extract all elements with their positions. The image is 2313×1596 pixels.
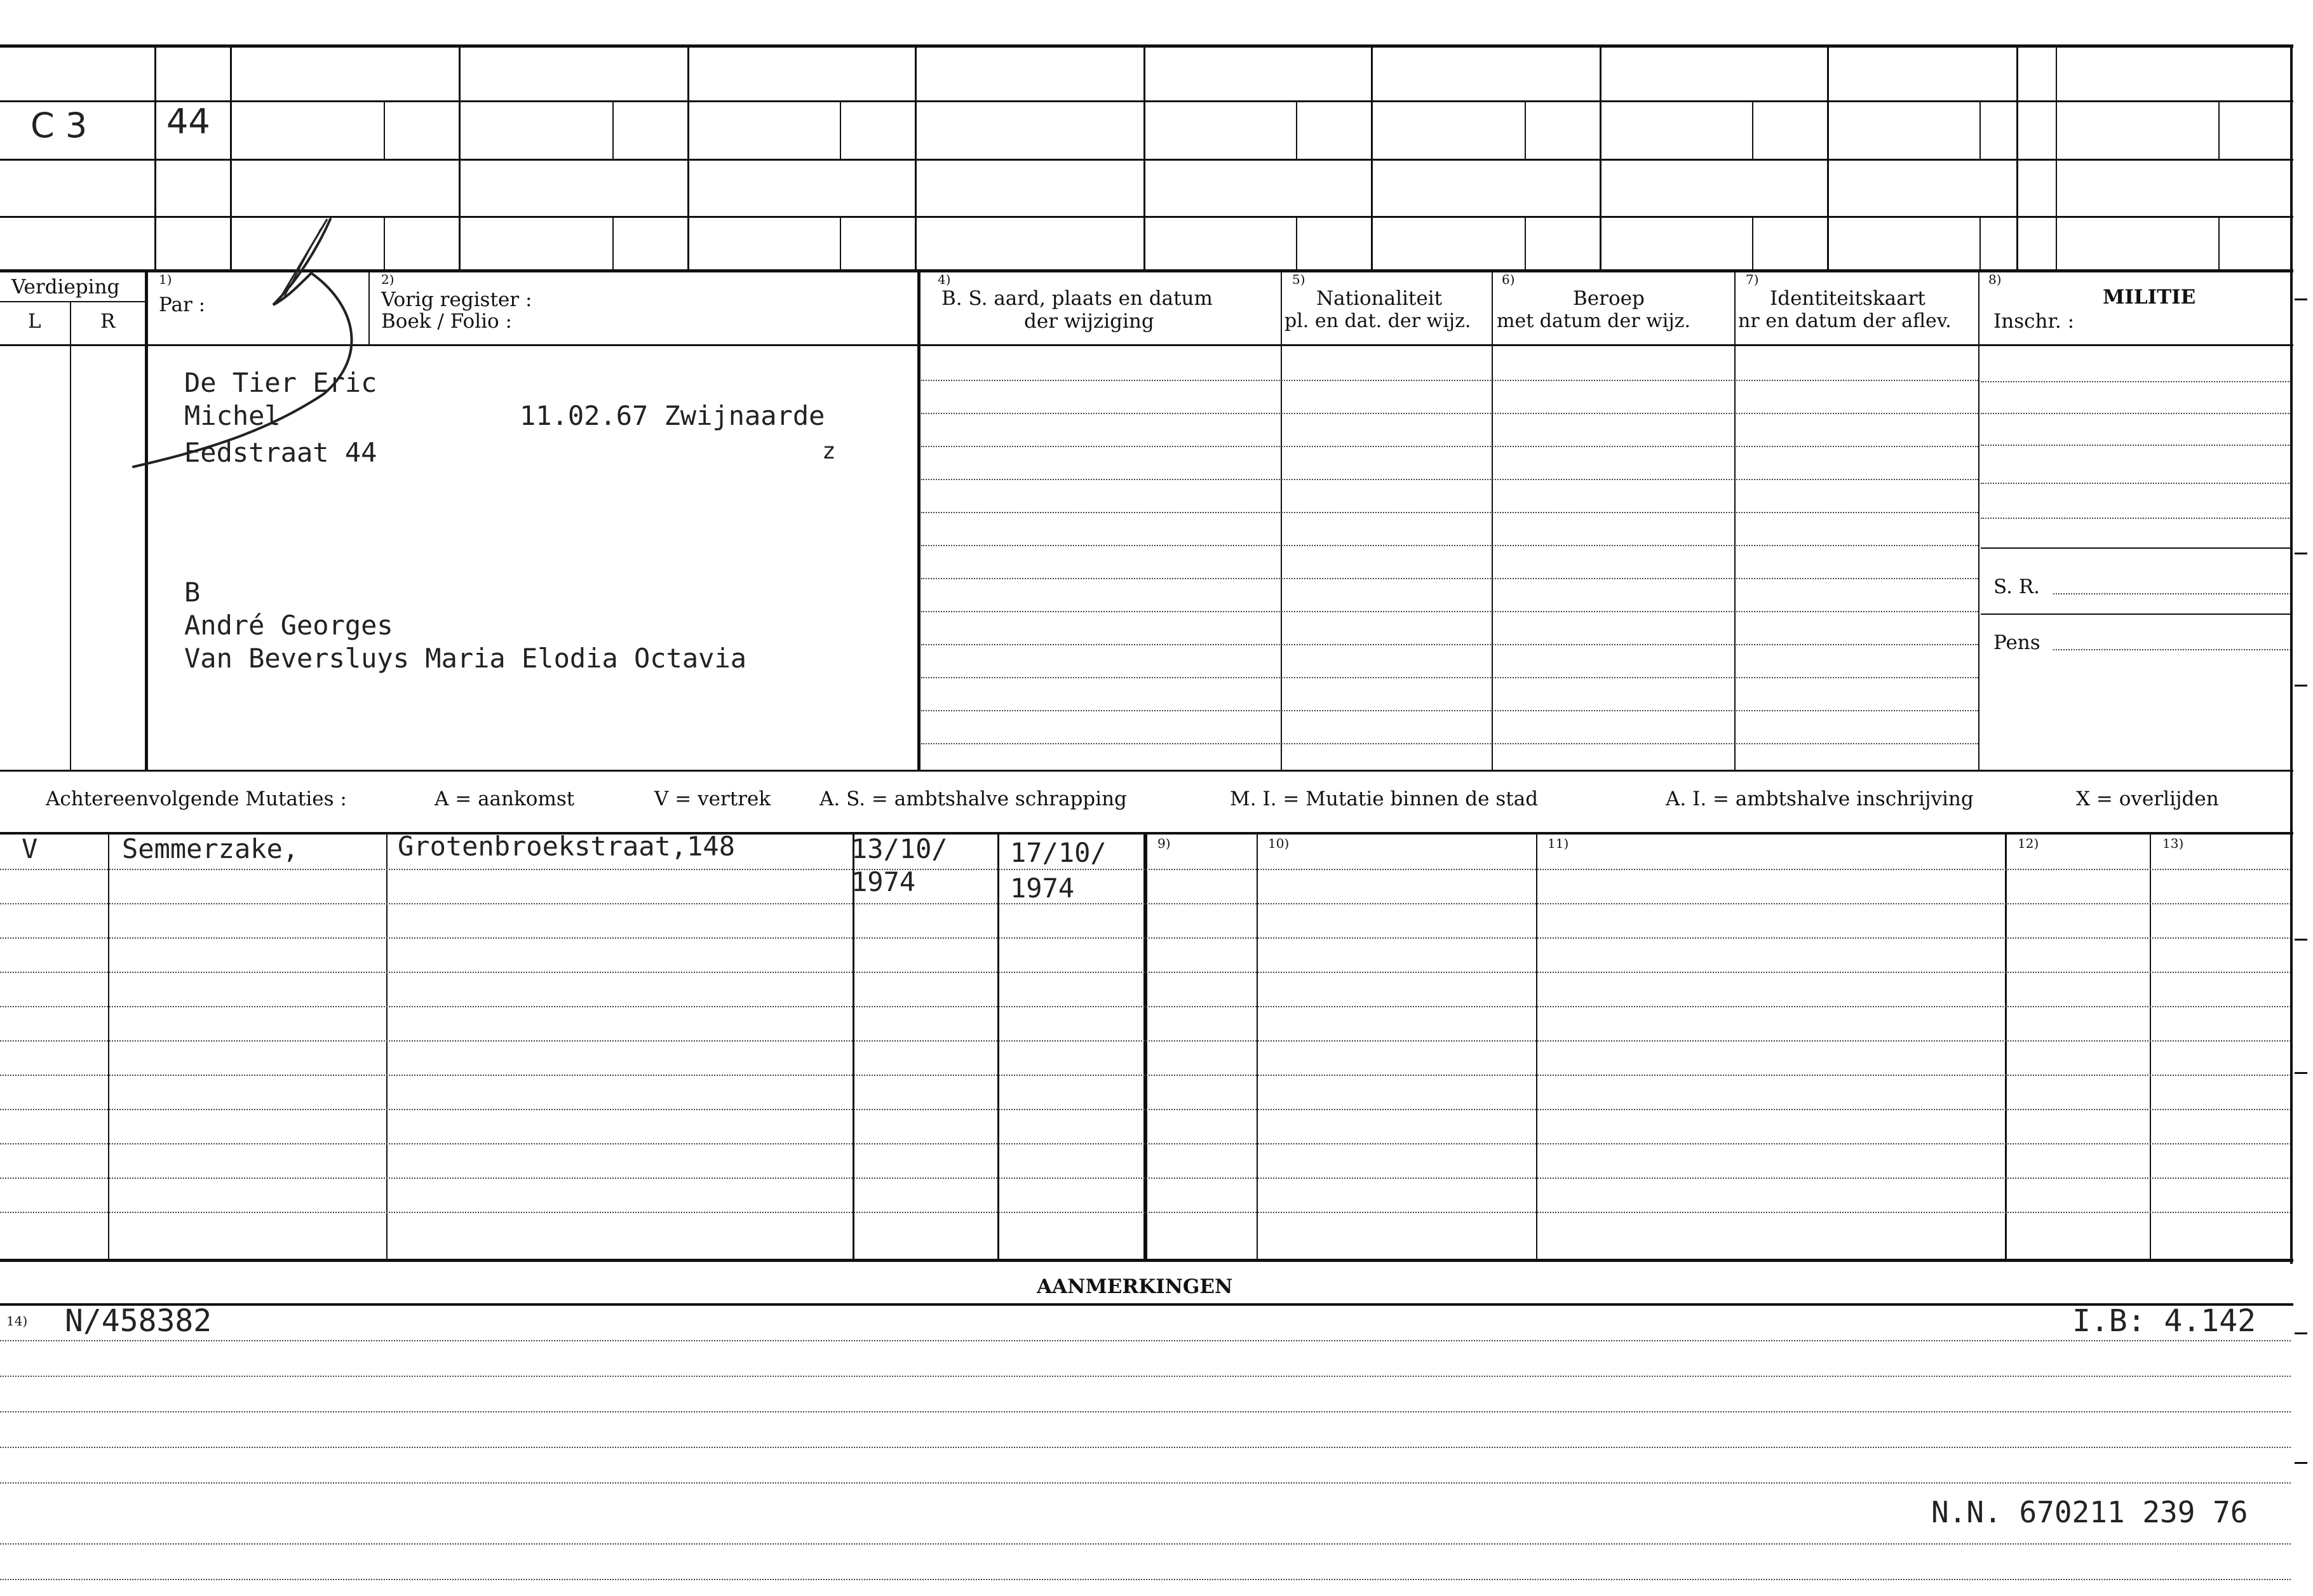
inschr-label: Inschr. :: [1993, 310, 2075, 333]
mut-col10-number: 10): [1268, 836, 1290, 851]
father-name: André Georges: [184, 610, 393, 641]
par-label: Par :: [159, 293, 206, 316]
nationality-label: Nationaliteit: [1316, 287, 1443, 310]
mutation-date1-line1: 13/10/: [851, 833, 948, 864]
nationality-label-2: pl. en dat. der wijz.: [1285, 310, 1471, 332]
remarks-ib: I.B: 4.142: [2072, 1303, 2256, 1339]
mutation-city: Semmerzake,: [122, 833, 299, 864]
mut-col12-number: 12): [2018, 836, 2039, 851]
legend-departure: V = vertrek: [654, 788, 771, 810]
mutation-street: Grotenbroekstraat,148: [398, 831, 736, 862]
col6-number: 6): [1502, 272, 1515, 287]
remarks-title: AANMERKINGEN: [1037, 1275, 1233, 1298]
mutations-title: Achtereenvolgende Mutaties :: [46, 788, 347, 810]
person-middle-name: Michel: [184, 400, 281, 431]
remarks-number: 14): [6, 1313, 28, 1329]
person-name: De Tier Eric: [184, 367, 377, 398]
section-code: C 3: [30, 105, 88, 145]
col7-number: 7): [1746, 272, 1759, 287]
previous-register-label: Vorig register :: [381, 288, 532, 311]
identity-card-label-2: nr en datum der aflev.: [1738, 310, 1952, 332]
civil-status-label-2: der wijziging: [1024, 310, 1154, 333]
remarks-code: N/458382: [65, 1303, 212, 1339]
marker-z: z: [822, 438, 836, 464]
mut-col13-number: 13): [2162, 836, 2184, 851]
remarks-nn: N.N. 670211 239 76: [1931, 1495, 2248, 1529]
militia-label: MILITIE: [2103, 286, 2196, 309]
occupation-label-2: met datum der wijz.: [1497, 310, 1690, 332]
pens-label: Pens: [1993, 631, 2040, 654]
col1-number: 1): [159, 272, 172, 287]
card-number: 44: [166, 102, 210, 142]
legend-city-mutation: M. I. = Mutatie binnen de stad: [1230, 788, 1539, 810]
legend-official-registration: A. I. = ambtshalve inschrijving: [1666, 788, 1974, 810]
legend-arrival: A = aankomst: [435, 788, 575, 810]
mutation-date2-line1: 17/10/: [1010, 837, 1107, 868]
col4-number: 4): [938, 272, 951, 287]
book-folio-label: Boek / Folio :: [381, 310, 512, 333]
mutation-type: V: [22, 833, 38, 864]
occupation-label: Beroep: [1573, 287, 1645, 310]
mut-col9-number: 9): [1157, 836, 1171, 851]
col8-number: 8): [1988, 272, 2002, 287]
mutation-date1-line2: 1974: [851, 866, 916, 897]
civil-status-label: B. S. aard, plaats en datum: [941, 287, 1213, 310]
col2-number: 2): [381, 272, 394, 287]
sr-label: S. R.: [1993, 575, 2040, 598]
left-label: L: [28, 310, 41, 333]
mut-col11-number: 11): [1548, 836, 1569, 851]
col5-number: 5): [1292, 272, 1305, 287]
verdieping-label: Verdieping: [11, 276, 120, 298]
mother-name: Van Beversluys Maria Elodia Octavia: [184, 643, 747, 674]
mutation-date2-line2: 1974: [1010, 873, 1075, 904]
right-label: R: [100, 310, 116, 333]
relation-marker: B: [184, 577, 201, 608]
identity-card-label: Identiteitskaart: [1770, 287, 1925, 310]
person-address: Eedstraat 44: [184, 437, 377, 468]
birth-date-place: 11.02.67 Zwijnaarde: [520, 400, 825, 431]
legend-death: X = overlijden: [2076, 788, 2219, 810]
legend-official-removal: A. S. = ambtshalve schrapping: [819, 788, 1127, 810]
